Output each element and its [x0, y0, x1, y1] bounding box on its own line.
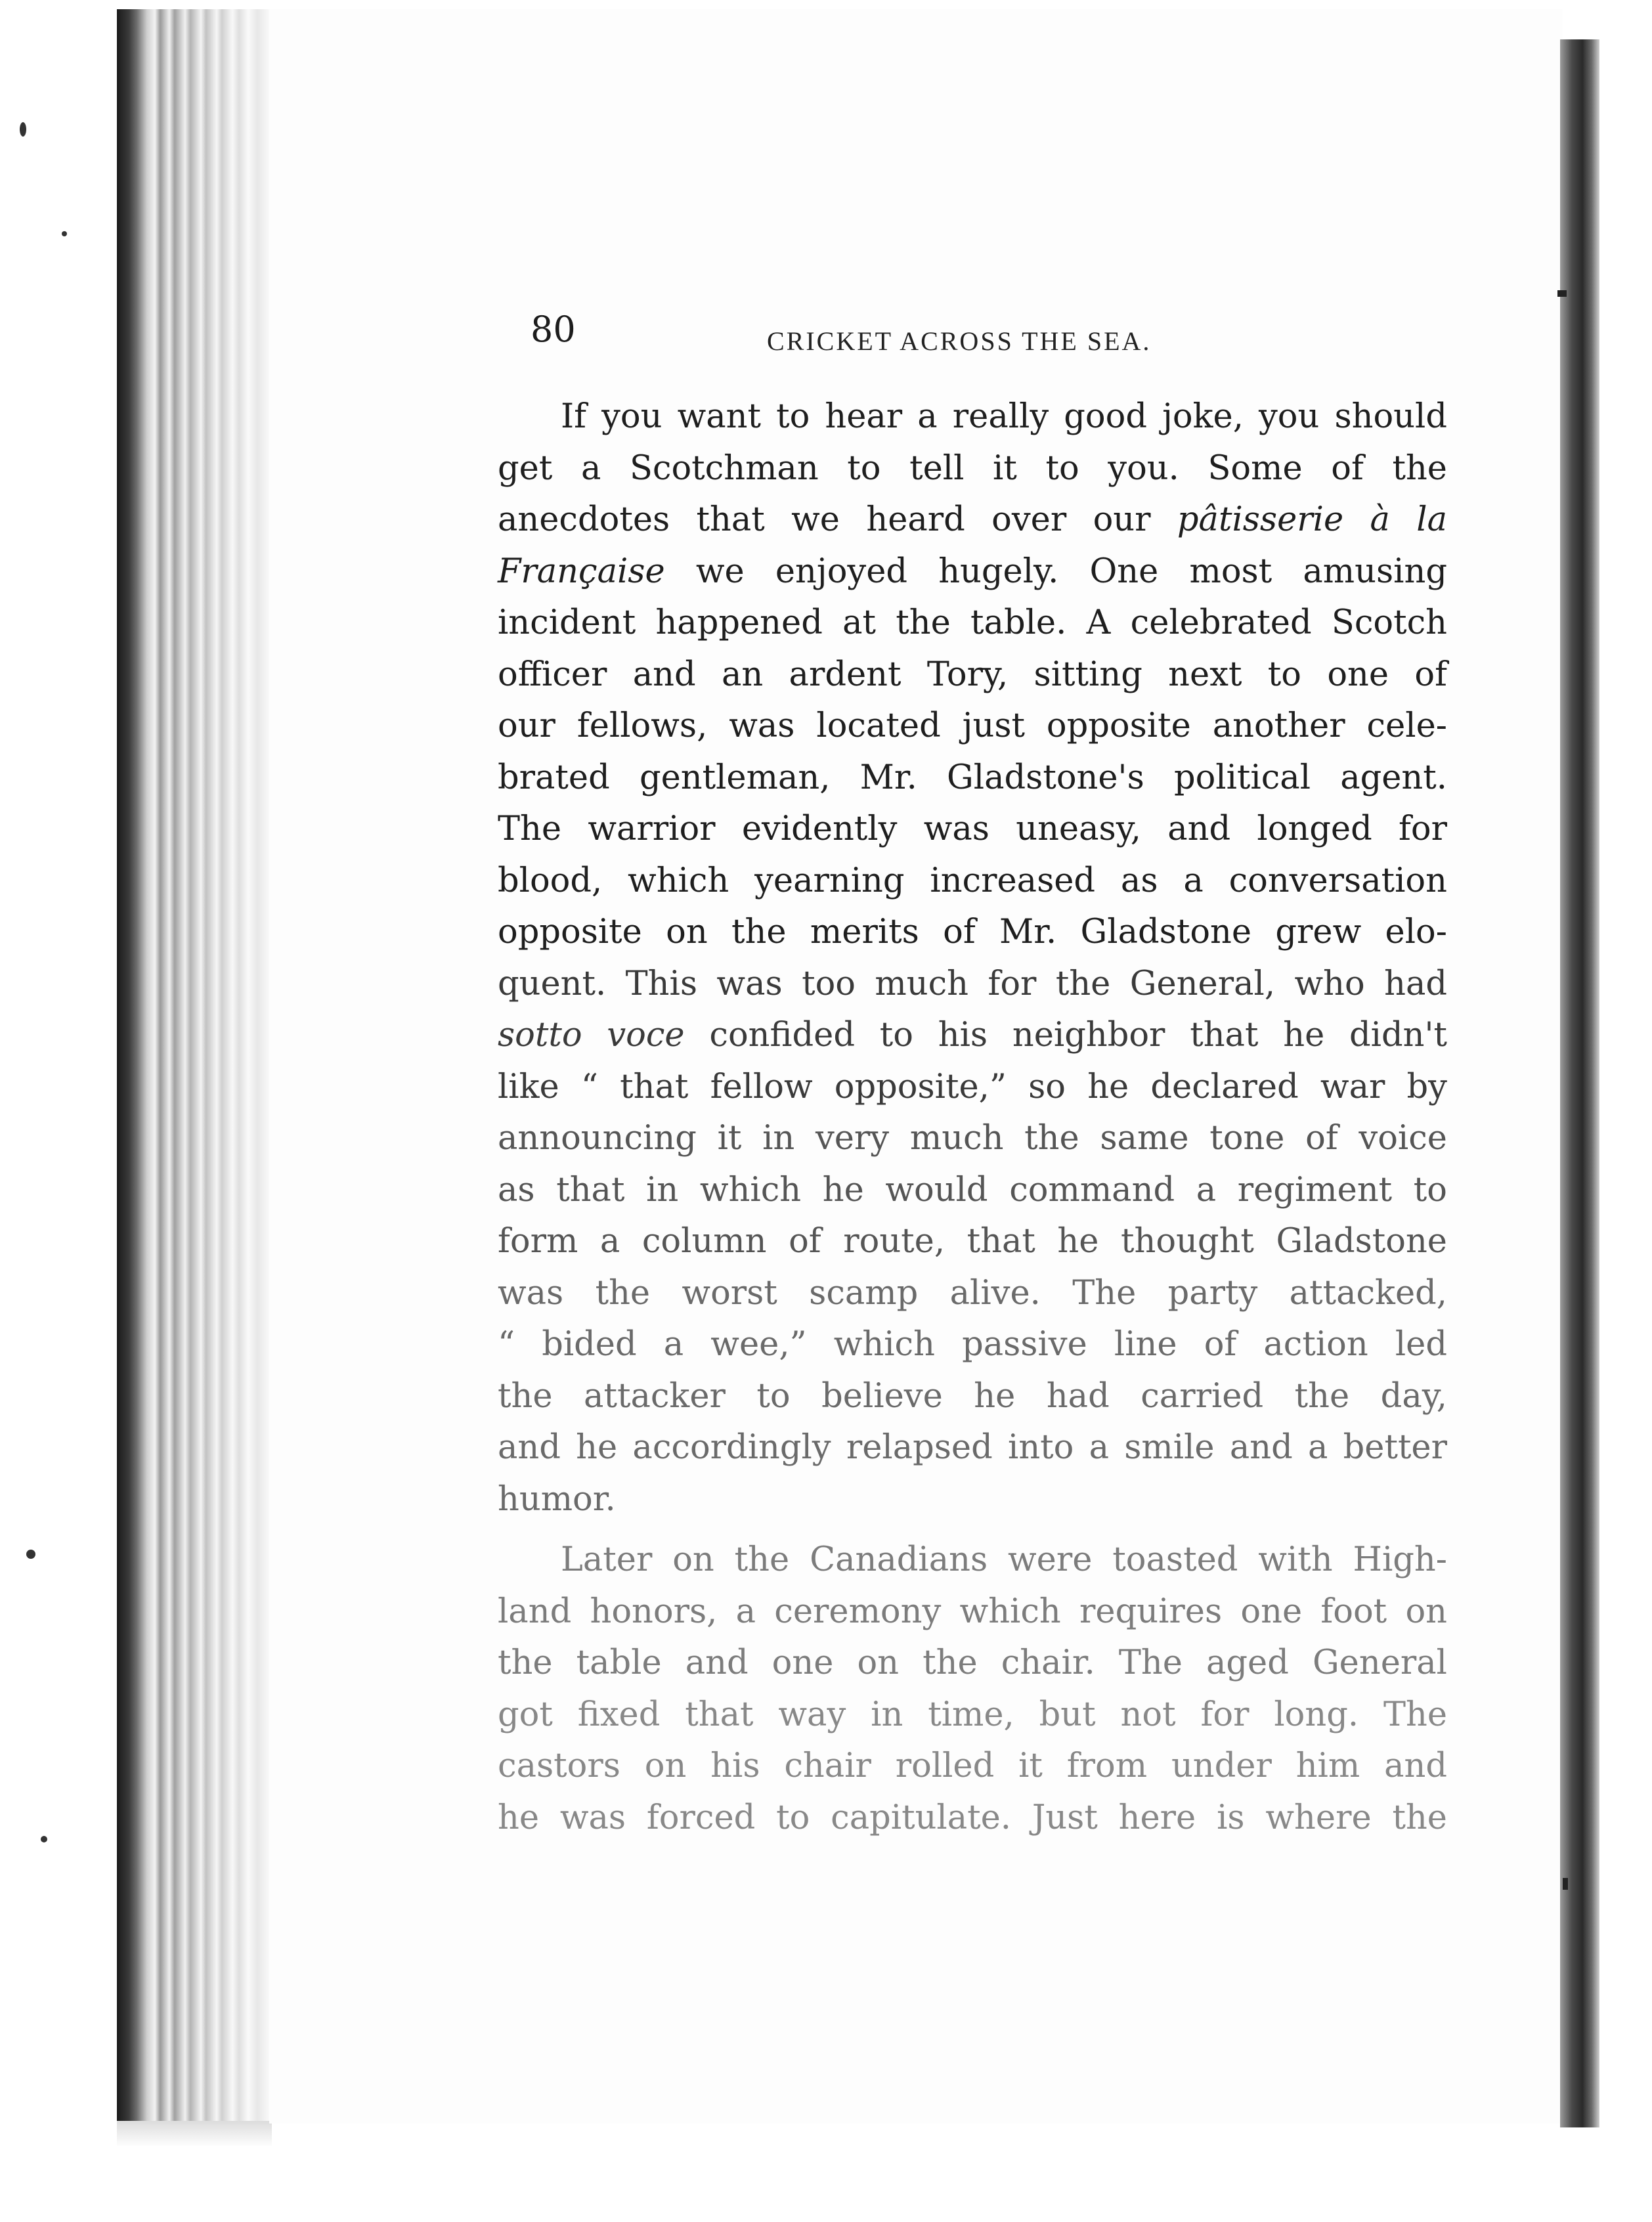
scan-speck: [20, 122, 26, 137]
text-line: form a column of route, that he thought Gladstone: [498, 1222, 1447, 1261]
text-line: brated gentleman, Mr. Gladstone's political agent.: [498, 758, 1447, 797]
text-line: officer and an ardent Tory, sitting next to one of: [498, 655, 1447, 694]
edge-mark: [1563, 1878, 1568, 1890]
text-line: blood, which yearning increased as a conversation: [498, 861, 1447, 900]
text-line: quent. This was too much for the General, who had: [498, 964, 1447, 1003]
scan-speck: [41, 1836, 47, 1842]
text-line: sotto voce confided to his neighbor that he didn't: [498, 1016, 1448, 1055]
text-line: If you want to hear a really good joke, you should: [561, 397, 1447, 436]
edge-mark: [1557, 290, 1567, 297]
text-line: announcing it in very much the same tone of voice: [498, 1119, 1447, 1158]
text-line: The warrior evidently was uneasy, and longed for: [498, 810, 1447, 848]
text-line: opposite on the merits of Mr. Gladstone grew elo-: [498, 913, 1447, 951]
text-line: got fixed that way in time, but not for long. The: [498, 1695, 1447, 1734]
body-text: [498, 391, 1447, 1844]
text-line: incident happened at the table. A celebrated Scotch: [498, 603, 1447, 642]
right-page-gutter: [1560, 39, 1599, 2127]
page-edges-left: [117, 9, 272, 2130]
text-line: like “ that fellow opposite,” so he declared war by: [498, 1067, 1447, 1106]
text-line: was the worst scamp alive. The party attacked,: [498, 1273, 1447, 1313]
scan-speck: [62, 231, 67, 236]
text-line: “ bided a wee,” which passive line of action led: [498, 1325, 1447, 1364]
text-line: the attacker to believe he had carried the day,: [498, 1376, 1447, 1416]
running-title: CRICKET ACROSS THE SEA.: [767, 326, 1152, 356]
page-edges-left-bottom: [117, 2121, 272, 2147]
text-line: the table and one on the chair. The aged General: [498, 1644, 1447, 1682]
text-line: anecdotes that we heard over our pâtisserie à la: [498, 500, 1447, 539]
scan-speck: [26, 1550, 35, 1559]
text-line: humor.: [498, 1479, 616, 1519]
text-line: castors on his chair rolled it from under him and: [498, 1747, 1447, 1785]
text-line: he was forced to capitulate. Just here is where the: [498, 1798, 1447, 1837]
text-line: our fellows, was located just opposite another cele-: [498, 707, 1447, 745]
text-line: Française we enjoyed hugely. One most amusing: [498, 552, 1447, 591]
text-line: Later on the Canadians were toasted with High-: [561, 1540, 1447, 1579]
text-line: get a Scotchman to tell it to you. Some of the: [498, 448, 1447, 488]
text-line: as that in which he would command a regiment to: [498, 1170, 1447, 1209]
text-line: land honors, a ceremony which requires one foot on: [498, 1592, 1447, 1631]
page-number: 80: [531, 309, 576, 350]
text-line: and he accordingly relapsed into a smile and a better: [498, 1428, 1447, 1467]
